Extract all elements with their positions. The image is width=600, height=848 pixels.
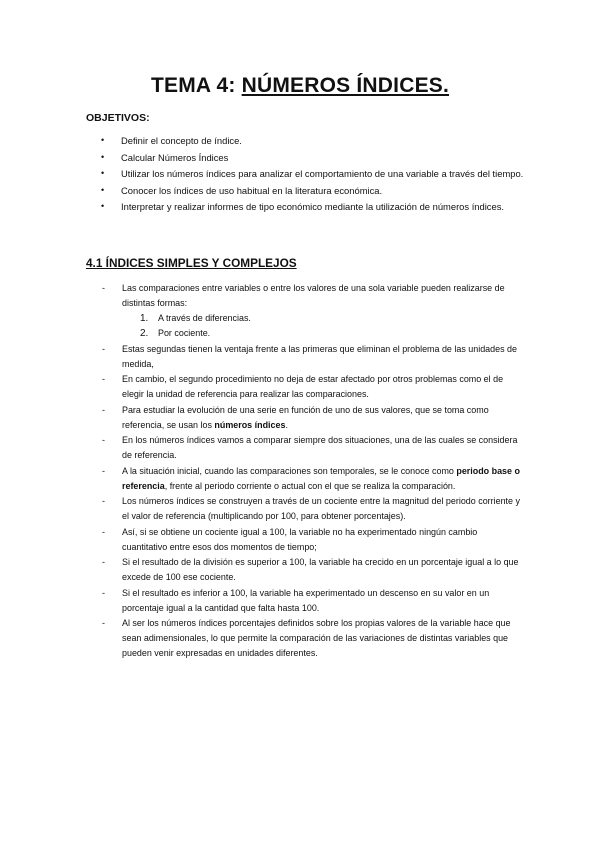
- point-text-end: , frente al periodo corriente o actual con el que se realiza la comparación.: [164, 480, 456, 491]
- section-points: [100, 281, 520, 662]
- list-item: [100, 616, 520, 661]
- point-text: Si el resultado de la división es superior a 100, la variable ha crecido en un porcentaje igual a lo que excede de 100 ese cociente.: [122, 557, 519, 582]
- objective-text: Definir el concepto de índice.: [121, 135, 242, 146]
- list-item: [100, 525, 520, 555]
- bold-term: periodo base o referencia: [122, 465, 520, 491]
- dash-icon: -: [102, 374, 105, 384]
- sub-item: [122, 326, 520, 341]
- list-item: [100, 555, 520, 585]
- list-item: [86, 133, 526, 148]
- list-item: [86, 183, 526, 198]
- point-text: Los números índices se construyen a través de un cociente entre la magnitud del periodo corriente y el valor de referencia (multiplicando por 100, para obtener porcentajes).: [122, 496, 520, 521]
- bold-term: números índices: [214, 419, 286, 430]
- bullet-icon: •: [101, 168, 105, 178]
- objective-text: Conocer los índices de uso habitual en la literatura económica.: [121, 184, 383, 196]
- sub-text: Por cociente.: [158, 328, 211, 338]
- dash-icon: -: [102, 404, 105, 415]
- dash-icon: -: [102, 283, 105, 293]
- point-text: Para estudiar la evolución de una serie en función de uno de sus valores, que se toma como referencia, se usan los: [122, 404, 489, 430]
- sub-text: A través de diferencias.: [158, 313, 251, 323]
- list-item: [86, 166, 526, 181]
- list-item: [100, 464, 520, 494]
- dash-icon: -: [102, 526, 105, 537]
- point-text: Estas segundas tienen la ventaja frente a las primeras que eliminan el problema de las unidades de medida,: [122, 343, 517, 369]
- point-text-end: .: [285, 419, 288, 430]
- dash-icon: -: [102, 557, 105, 567]
- title-underlined: NÚMEROS ÍNDICES.: [241, 74, 450, 97]
- dash-icon: -: [102, 496, 105, 506]
- objectives-list: [86, 133, 526, 216]
- list-item: [86, 199, 526, 214]
- list-item: [100, 342, 520, 372]
- dash-icon: -: [102, 465, 105, 476]
- objective-text: Interpretar y realizar informes de tipo económico mediante la utilización de números índices.: [121, 201, 505, 212]
- sub-number: 2.: [140, 328, 149, 339]
- point-text: En los números índices vamos a comparar siempre dos situaciones, una de las cuales se considera de referencia.: [122, 435, 518, 460]
- point-text: Si el resultado es inferior a 100, la variable ha experimentado un descenso en su valor en un porcentaje igual a la cantidad que falta hasta 100.: [122, 587, 490, 613]
- objective-text: Calcular Números Índices: [121, 151, 229, 163]
- list-item: [100, 494, 520, 524]
- bullet-icon: •: [101, 151, 105, 162]
- list-item: [100, 281, 520, 341]
- dash-icon: -: [102, 618, 105, 628]
- dash-icon: -: [102, 435, 105, 445]
- bullet-icon: •: [101, 135, 105, 145]
- point-text: Las comparaciones entre variables o entre los valores de una sola variable pueden realizarse de distintas formas:: [122, 283, 505, 308]
- dash-icon: -: [102, 587, 105, 598]
- list-item: [100, 372, 520, 402]
- point-text: Al ser los números índices porcentajes definidos sobre los propias valores de la variable hace que sean adimensionales, lo que permite la comparación de las variaciones de distintas variables que pueden venir expresadas en unidades diferentes.: [122, 618, 511, 658]
- bullet-icon: •: [101, 184, 105, 195]
- title-prefix: TEMA 4:: [150, 74, 242, 97]
- dash-icon: -: [102, 343, 105, 354]
- section-heading: 4.1 ÍNDICES SIMPLES Y COMPLEJOS: [86, 256, 297, 270]
- list-item: [100, 586, 520, 616]
- page-title: [0, 74, 600, 98]
- objectives-heading: OBJETIVOS:: [86, 112, 150, 124]
- list-item: [100, 433, 520, 463]
- objective-text: Utilizar los números índices para analizar el comportamiento de una variable a través del tiempo.: [121, 168, 524, 179]
- point-text: A la situación inicial, cuando las comparaciones son temporales, se le conoce como: [122, 465, 457, 476]
- sub-list: [122, 311, 520, 341]
- list-item: [100, 403, 520, 433]
- point-text: Así, si se obtiene un cociente igual a 100, la variable no ha experimentado ningún cambio cuantitativo entre esos dos momentos de tiempo;: [122, 526, 478, 552]
- bullet-icon: •: [101, 201, 105, 211]
- sub-number: 1.: [140, 313, 149, 324]
- sub-item: [122, 311, 520, 326]
- point-text: En cambio, el segundo procedimiento no deja de estar afectado por otros problemas como el de elegir la unidad de referencia para realizar las comparaciones.: [122, 374, 504, 399]
- list-item: [86, 150, 526, 165]
